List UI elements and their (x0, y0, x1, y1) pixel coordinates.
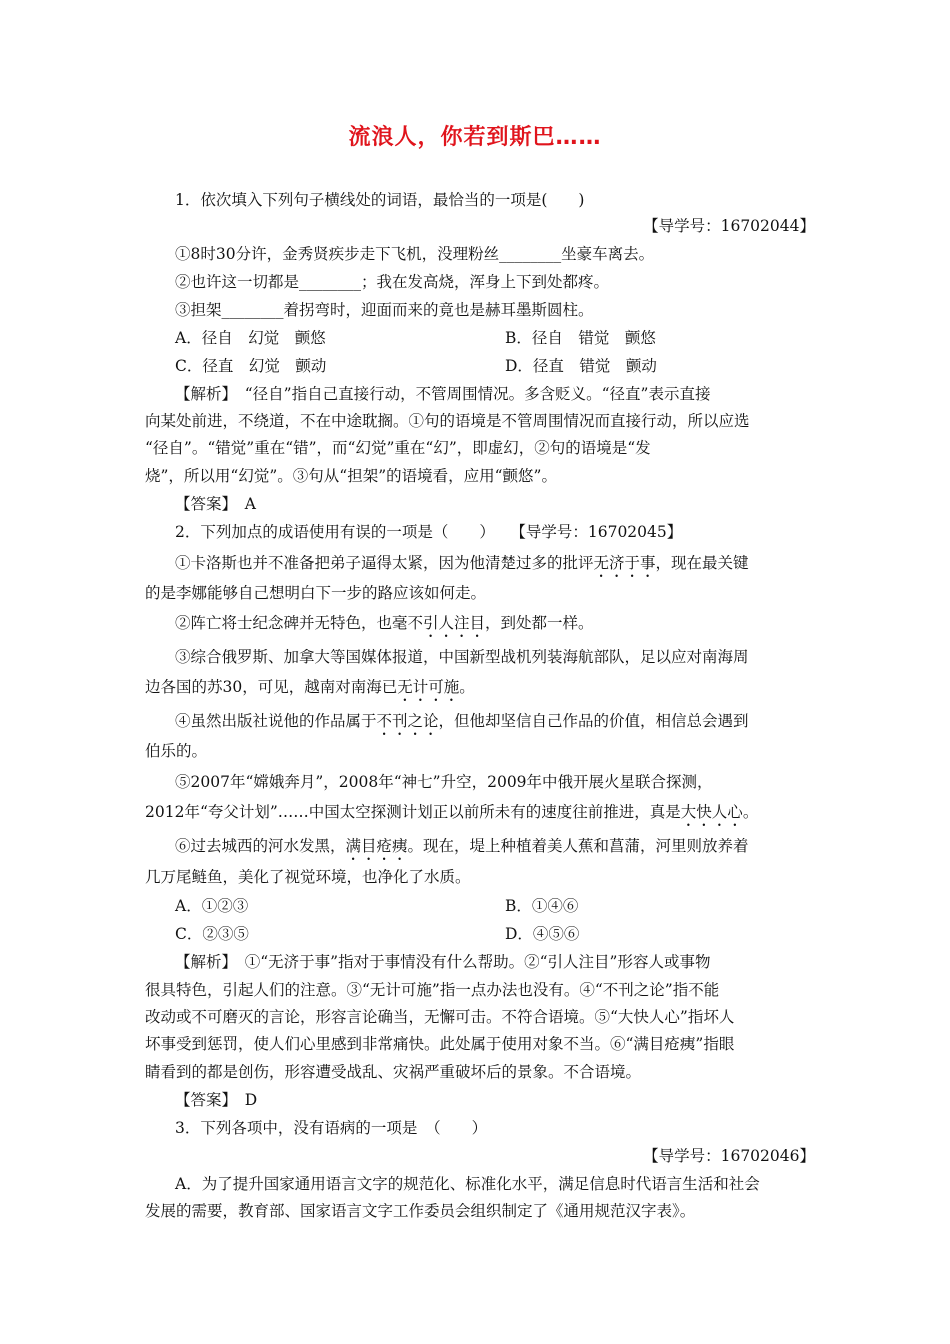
q1-option-a: A．径自 幻觉 颤悠 (175, 329, 326, 347)
text-span: ，现在最关键 (655, 554, 749, 572)
q2-option-c: C．②③⑤ (175, 925, 249, 943)
q2-sentence-2 (175, 613, 845, 641)
q3-option-a-line-2: 发展的需要，教育部、国家语言文字工作委员会组织制定了《通用规范汉字表》。 (145, 1202, 696, 1220)
dotted-idiom: 引人注目 (423, 614, 486, 632)
q3-ref-number: 【导学号：16702046】 (643, 1147, 815, 1165)
q2-sentence-4-line-1 (175, 711, 845, 739)
q1-sentence-2: ②也许这一切都是________；我在发高烧，浑身上下到处都疼。 (175, 273, 610, 291)
page-title: 流浪人，你若到斯巴…… (348, 125, 602, 150)
text-span: ①卡洛斯也并不准备把弟子逼得太紧，因为他清楚过多的批评 (175, 554, 594, 572)
q1-option-d: D．径直 错觉 颤动 (505, 357, 657, 375)
q2-analysis-line-2: 很具特色，引起人们的注意。③“无计可施”指一点办法也没有。④“不刊之论”指不能 (145, 981, 720, 999)
q2-answer: 【答案】 D (175, 1091, 258, 1109)
q2-option-b: B．①④⑥ (505, 897, 579, 915)
q2-stem: 2．下列加点的成语使用有误的一项是（ ） 【导学号：16702045】 (175, 523, 683, 541)
q2-options-row-2 (175, 924, 845, 944)
dotted-idiom: 无济于事 (593, 554, 656, 572)
q1-answer: 【答案】 A (175, 495, 256, 513)
q3-stem: 3．下列各项中，没有语病的一项是 （ ） (175, 1119, 488, 1137)
q1-sentence-3: ③担架________着拐弯时，迎面而来的竟也是赫耳墨斯圆柱。 (175, 301, 594, 319)
text-span: ，但他却坚信自己作品的价值，相信总会遇到 (438, 712, 749, 730)
text-span: 。现在，堤上种植着美人蕉和菖蒲，河里则放养着 (407, 837, 749, 855)
text-span: ，到处都一样。 (485, 614, 594, 632)
q1-analysis-line-3: “径自”。“错觉”重在“错”，而“幻觉”重在“幻”，即虚幻，②句的语境是“发 (145, 439, 651, 457)
text-span: 。 (459, 678, 475, 696)
text-span: ②阵亡将士纪念碑并无特色，也毫不 (175, 614, 424, 632)
q2-sentence-5-line-2 (145, 802, 815, 830)
text-span: ⑥过去城西的河水发黑， (175, 837, 346, 855)
q2-sentence-1-line-2: 的是李娜能够自己想明白下一步的路应该如何走。 (145, 584, 487, 602)
q2-options-row-1 (175, 896, 845, 916)
text-span: ④虽然出版社说他的作品属于 (175, 712, 377, 730)
q1-analysis-line-2: 向某处前进，不绕道，不在中途耽搁。①句的语境是不管周围情况而直接行动，所以应选 (145, 412, 750, 430)
q1-analysis-line-1: 【解析】 “径自”指自己直接行动，不管周围情况。多含贬义。“径直”表示直接 (175, 385, 711, 403)
q2-sentence-1-line-1 (175, 553, 845, 581)
text-span: 2012年“夸父计划”……中国太空探测计划正以前所未有的速度往前推进，真是 (145, 803, 681, 821)
q1-analysis-line-4: 烧”，所以用“幻觉”。③句从“担架”的语境看，应用“颤悠”。 (145, 467, 557, 485)
dotted-idiom: 大快人心 (680, 803, 743, 821)
q2-sentence-4-line-2: 伯乐的。 (145, 742, 208, 760)
q1-ref-number: 【导学号：16702044】 (643, 217, 815, 235)
q2-analysis-line-1: 【解析】 ①“无济于事”指对于事情没有什么帮助。②“引人注目”形容人或事物 (175, 953, 711, 971)
text-span: 。 (742, 803, 759, 821)
q2-analysis-line-5: 睛看到的都是创伤，形容遭受战乱、灾祸严重破坏后的景象。不合语境。 (145, 1063, 642, 1081)
text-span: 边各国的苏30，可见，越南对南海已 (145, 678, 398, 696)
q2-option-a: A．①②③ (175, 897, 249, 915)
q2-sentence-5-line-1: ⑤2007年“嫦娥奔月”，2008年“神七”升空，2009年中俄开展火星联合探测， (175, 773, 713, 791)
q1-stem: 1．依次填入下列句子横线处的词语，最恰当的一项是( ) (175, 191, 585, 209)
q2-sentence-3-line-1: ③综合俄罗斯、加拿大等国媒体报道，中国新型战机列装海航部队，足以应对南海周 (175, 648, 749, 666)
q2-analysis-line-3: 改动或不可磨灭的言论，形容言论确当，无懈可击。不符合语境。⑤“大快人心”指坏人 (145, 1008, 735, 1026)
q2-sentence-3-line-2 (145, 677, 815, 705)
q3-option-a-line-1: A．为了提升国家通用语言文字的规范化、标准化水平，满足信息时代语言生活和社会 (175, 1175, 760, 1193)
q1-options-row-1 (175, 328, 845, 348)
q1-options-row-2 (175, 356, 845, 376)
q2-analysis-line-4: 坏事受到惩罚，使人们心里感到非常痛快。此处属于使用对象不当。⑥“满目疮痍”指眼 (145, 1035, 735, 1053)
q2-sentence-6-line-1 (175, 836, 845, 864)
q2-option-d: D．④⑤⑥ (505, 925, 580, 943)
q1-option-c: C．径直 幻觉 颤动 (175, 357, 327, 375)
q2-sentence-6-line-2: 几万尾鲢鱼，美化了视觉环境，也净化了水质。 (145, 868, 471, 886)
q1-sentence-1: ①8时30分许，金秀贤疾步走下飞机，没理粉丝________坐豪车离去。 (175, 245, 655, 263)
q1-option-b: B．径自 错觉 颤悠 (505, 329, 656, 347)
dotted-idiom: 无计可施 (397, 678, 460, 696)
dotted-idiom: 满目疮痍 (345, 837, 408, 855)
dotted-idiom: 不刊之论 (376, 712, 439, 730)
